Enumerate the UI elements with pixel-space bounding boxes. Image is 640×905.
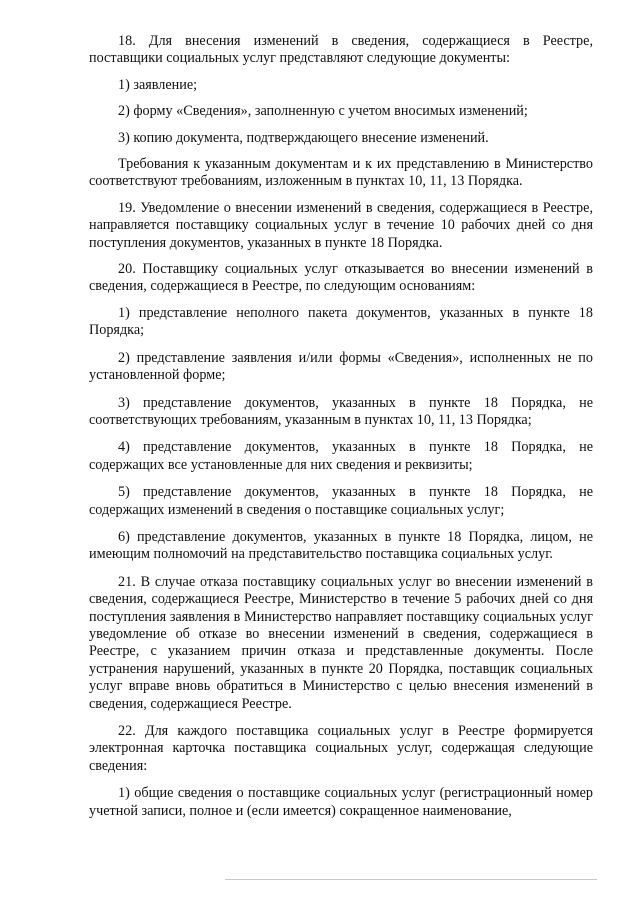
paragraph-20-item-4: 4) представление документов, указанных в пункте 18 Порядка, не содержащих все установленные для них сведения и реквизиты; <box>89 439 593 473</box>
footer-divider <box>225 879 597 880</box>
paragraph-20-item-5: 5) представление документов, указанных в пункте 18 Порядка, не содержащих изменений в сведения о поставщике социальных услуг; <box>89 484 593 518</box>
paragraph-22-item-1: 1) общие сведения о поставщике социальных услуг (регистрационный номер учетной записи, полное и (если имеется) сокращенное наименование, <box>89 785 593 819</box>
paragraph-18-item-3: 3) копию документа, подтверждающего внесение изменений. <box>118 129 489 146</box>
paragraph-21: 21. В случае отказа поставщику социальных услуг во внесении изменений в сведения, содержащиеся Реестре, Министерство в течение 5 рабочих дней со дня поступления заявления в Министерство направляет поставщику социальных услуг уведомление об отказе во внесении изменений в сведения, содержащиеся в Реестре, с указанием причин отказа и представленные документы. После устранения нарушений, указанных в пункте 20 Порядка, поставщик социальных услуг вправе вновь обратиться в Министерство с целью внесения изменений в сведения, содержащиеся Реестре. <box>89 573 593 712</box>
document-page <box>89 33 593 829</box>
paragraph-20: 20. Поставщику социальных услуг отказывается во внесении изменений в сведения, содержащиеся в Реестре, по следующим основаниям: <box>89 261 593 295</box>
paragraph-18: 18. Для внесения изменений в сведения, содержащиеся в Реестре, поставщики социальных услуг представляют следующие документы: <box>89 33 593 67</box>
paragraph-18-requirements: Требования к указанным документам и к их представлению в Министерство соответствуют требованиям, изложенным в пунктах 10, 11, 13 Порядка. <box>89 156 593 190</box>
paragraph-18-item-1: 1) заявление; <box>118 76 198 93</box>
paragraph-20-item-6: 6) представление документов, указанных в пункте 18 Порядка, лицом, не имеющим полномочий на представительство поставщика социальных услуг. <box>89 528 593 563</box>
paragraph-22: 22. Для каждого поставщика социальных услуг в Реестре формируется электронная карточка поставщика социальных услуг, содержащая следующие сведения: <box>89 723 593 774</box>
paragraph-20-item-2: 2) представление заявления и/или формы «Сведения», исполненных не по установленной форме; <box>89 349 593 384</box>
paragraph-20-item-3: 3) представление документов, указанных в пункте 18 Порядка, не соответствующих требованиям, указанным в пунктах 10, 11, 13 Порядка; <box>89 394 593 428</box>
paragraph-18-item-2: 2) форму «Сведения», заполненную с учетом вносимых изменений; <box>118 103 528 120</box>
paragraph-19: 19. Уведомление о внесении изменений в сведения, содержащиеся в Реестре, направляется поставщику социальных услуг в течение 10 рабочих дней со дня поступления документов, указанных в пункте 18 Порядка. <box>89 199 593 251</box>
paragraph-20-item-1: 1) представление неполного пакета документов, указанных в пункте 18 Порядка; <box>89 304 593 339</box>
